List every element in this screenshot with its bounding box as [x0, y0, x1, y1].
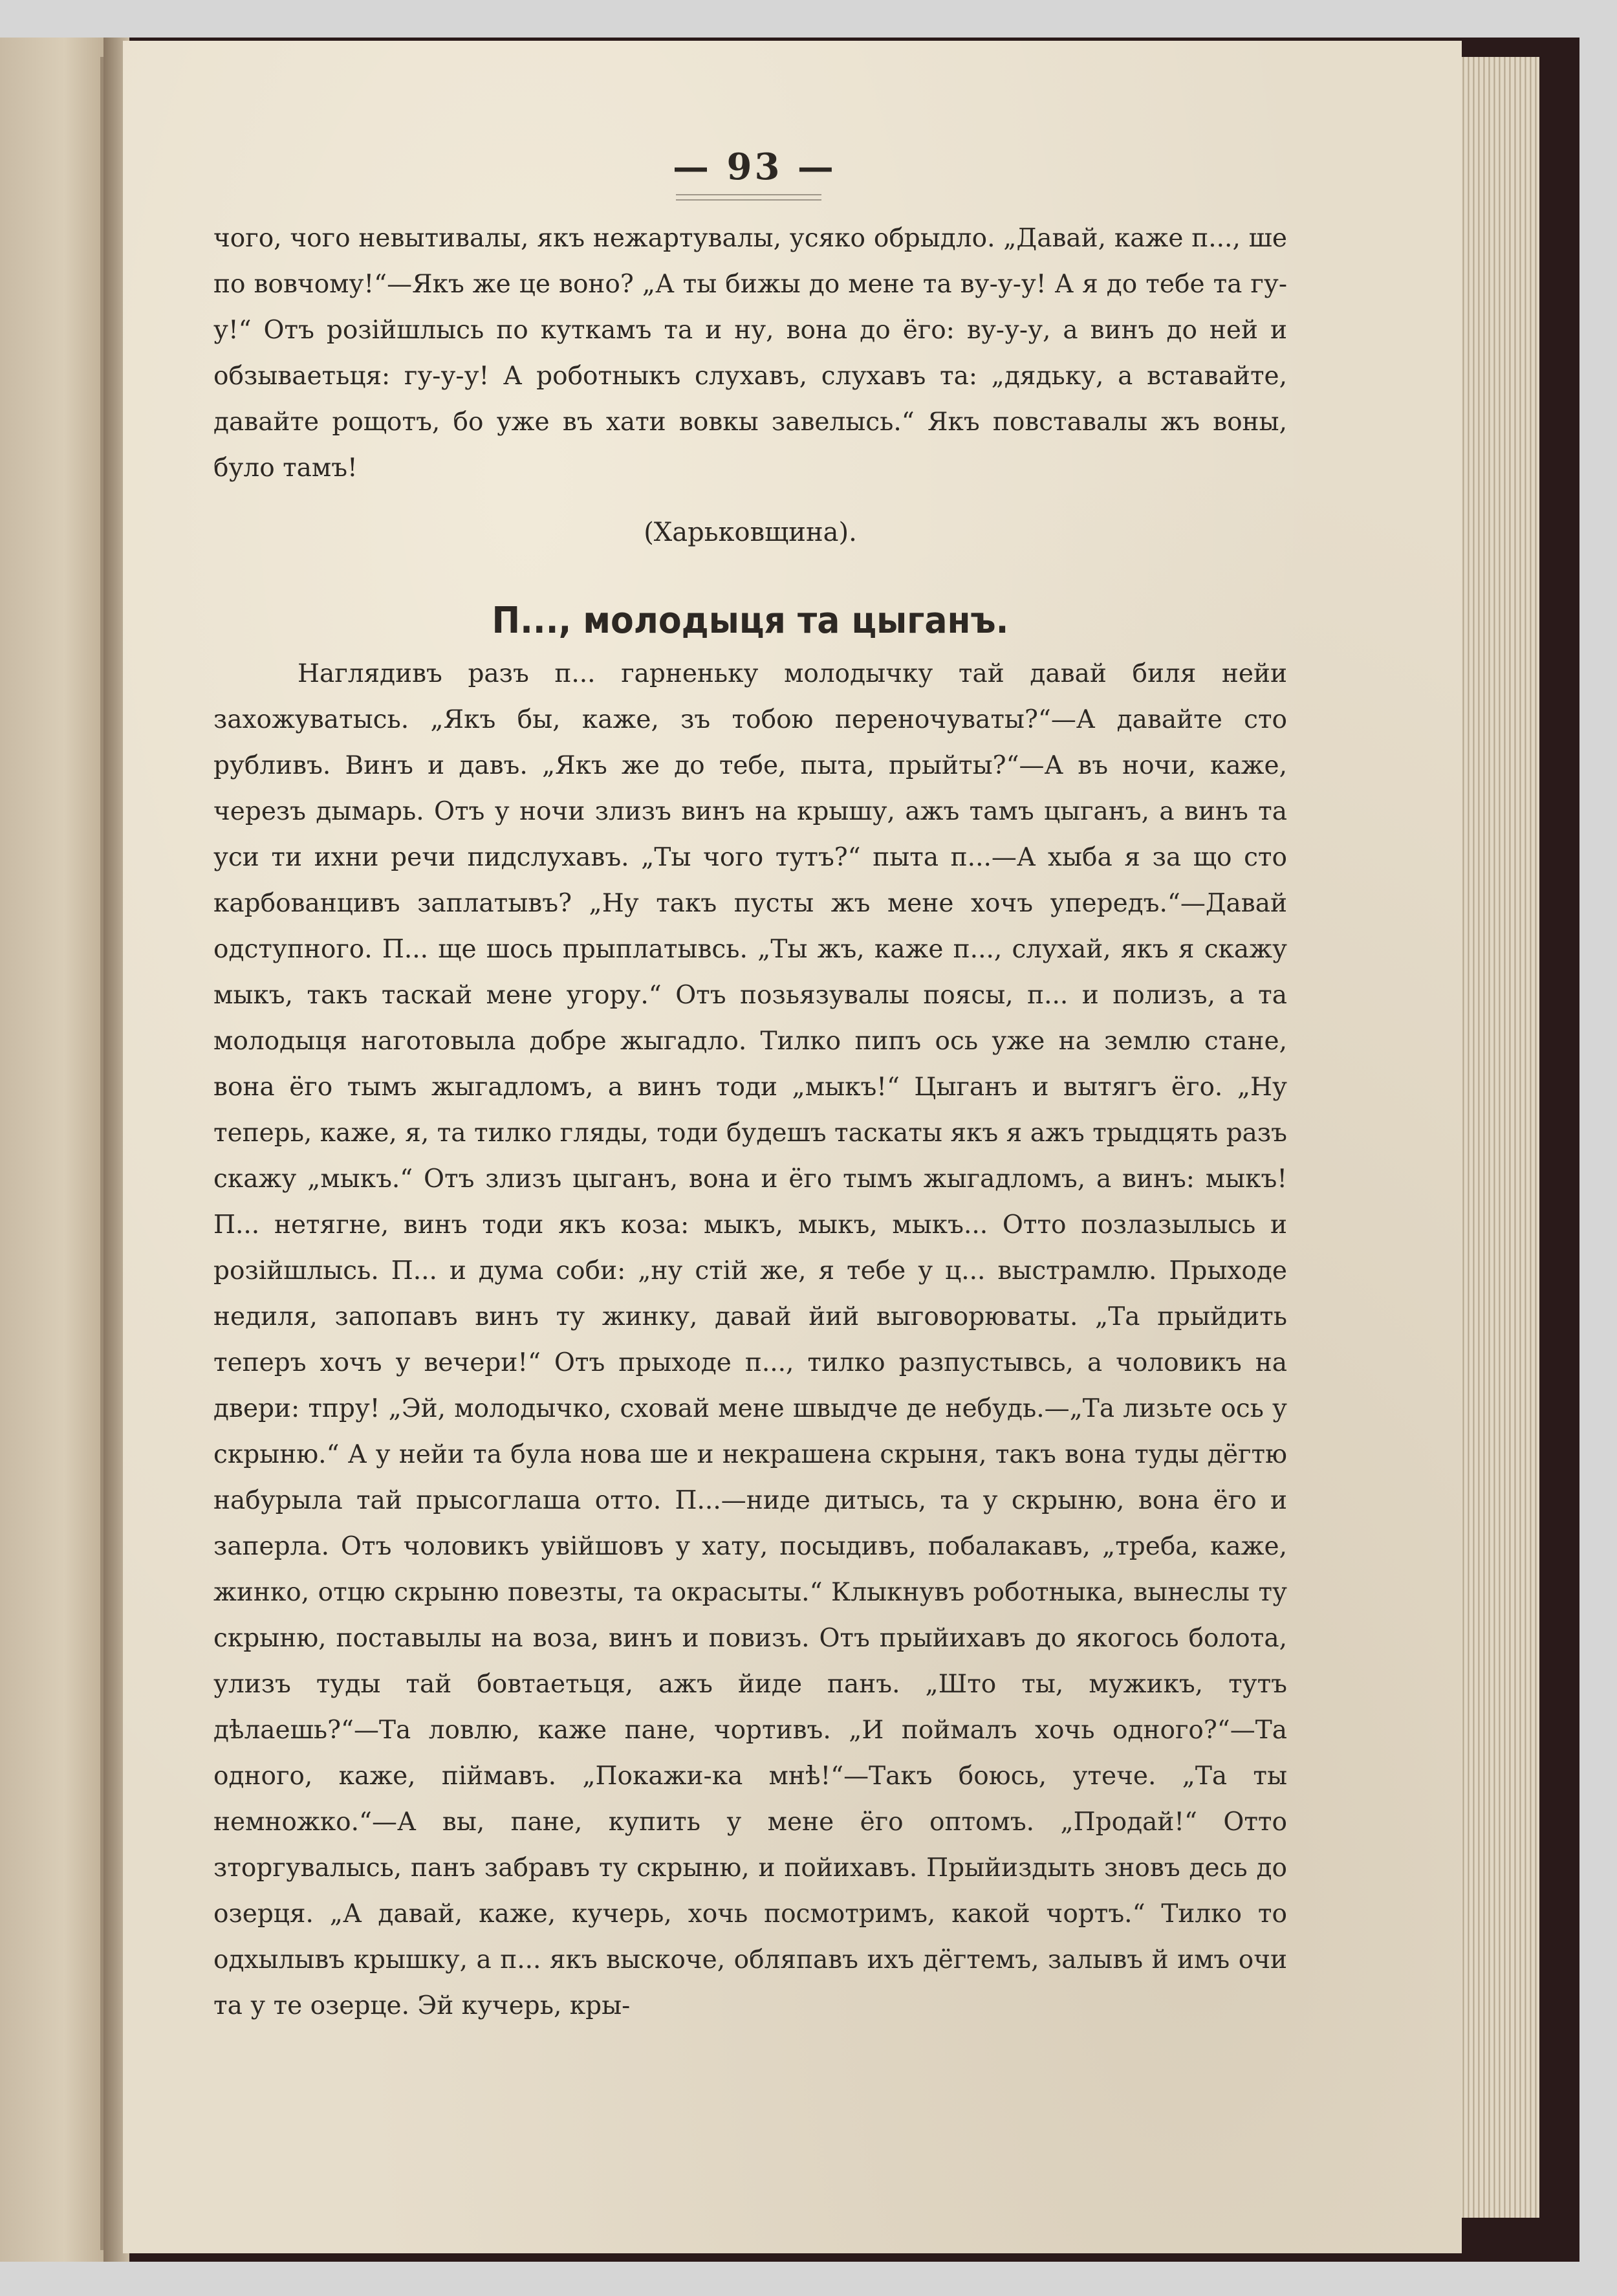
page-stack-edge: [1449, 57, 1539, 2218]
story-text: Наглядивъ разъ п... гарненьку молодычку тай давай биля нейи захожуватысь. „Якъ бы, каже, зъ тобою переночуваты?“—А давайте сто рубливъ. Винъ и давъ. „Якъ же до тебе, пыта, прыйты?“—А въ ночи, каже, черезъ дымарь. Отъ у ночи злизъ винъ на крышу, ажъ тамъ цыганъ, а винъ та уси ти ихни речи пидслухавъ. „Ты чого тутъ?“ пыта п...—А хыба я за що сто карбованцивъ заплатывъ? „Ну такъ пусты жъ мене хочъ упередъ.“—Давай одступного. П... ще шось прыплатывсь. „Ты жъ, каже п..., слухай, якъ я скажу мыкъ, такъ таскай мене угору.“ Отъ позьязувалы поясы, п... и полизъ, а та молодыця наготовыла добре жыгадло. Тилко пипъ ось уже на землю стане, вона ёго тымъ жыгадломъ, а винъ тоди „мыкъ!“ Цыганъ и вытягъ ёго. „Ну теперь, каже, я, та тилко гляды, тоди будешъ таскаты якъ я ажъ трыдцять разъ скажу „мыкъ.“ Отъ злизъ цыганъ, вона и ёго тымъ жыгадломъ, а винъ: мыкъ! П... нетягне, винъ тоди якъ коза: мыкъ, мыкъ, мыкъ... Отто позлазылысь и розійшлысь. П... и дума соби: „ну стій же, я тебе у ц... выстрамлю. Прыходе недиля, запопавъ винъ ту жинку, давай йий выговорюваты. „Та прыйдить теперъ хочъ у вечери!“ Отъ прыходе п..., тилко разпустывсь, а чоловикъ на двери: тпру! „Эй, молодычко, сховай мене швыдче де небудь.—„Та лизьте ось у скрыню.“ А у нейи та була нова ше и некрашена скрыня, такъ вона туды дёгтю набурыла тай прысоглаша отто. П...—ниде дитысь, та у скрыню, вона ёго и заперла. Отъ чоловикъ увійшовъ у хату, посыдивъ, побалакавъ, „треба, каже, жинко, отцю скрыню повезты, та окрасыты.“ Клыкнувъ роботныка, вынеслы ту скрыню, поставылы на воза, винъ и повизъ. Отъ прыйихавъ до якогось болота, улизъ туды тай бовтаетьця, ажъ йиде панъ. „Што ты, мужикъ, тутъ дѣлаешь?“—Та ловлю, каже пане, чортивъ. „И поймалъ хочь одного?“—Та одного, каже, піймавъ. „Покажи-ка мнѣ!“—Такъ боюсь, утече. „Та ты немножко.“—А вы, пане, купить у мене ёго оптомъ. „Продай!“ Отто зторгувалысь, панъ забравъ ту скрыню, и пойихавъ. Прыйиздыть зновъ десь до озерця. „А давай, каже, кучерь, хочь посмотримъ, какой чортъ.“ Тилко то одхылывъ крышку, а п... якъ выскоче, обляпавъ ихъ дёгтемъ, залывъ й имъ очи та у те озерце. Эй кучерь, кры-: [213, 659, 1287, 2020]
continued-paragraph: чого, чого невытивалы, якъ нежартувалы, усяко обрыдло. „Давай, каже п..., ше по вовчому!“—Якъ же це воно? „А ты бижы до мене та ву-у-у! А я до тебе та гу-у!“ Отъ розійшлысь по куткамъ та и ну, вона до ёго: ву-у-у, а винъ до ней и обзываетьця: гу-у-у! А роботныкъ слухавъ, слухавъ та: „дядьку, а вставайте, давайте рощотъ, бо уже въ хати вовкы завелысь.“ Якъ повставалы жъ воны, було тамъ!: [213, 224, 1287, 483]
story-title: П..., молодыця та цыганъ.: [492, 600, 1009, 642]
page-number: — 93 —: [673, 146, 836, 188]
source-note: (Харьковщина).: [644, 518, 857, 547]
page-number-ornament: [676, 194, 821, 201]
left-page-edge: [0, 38, 116, 2262]
